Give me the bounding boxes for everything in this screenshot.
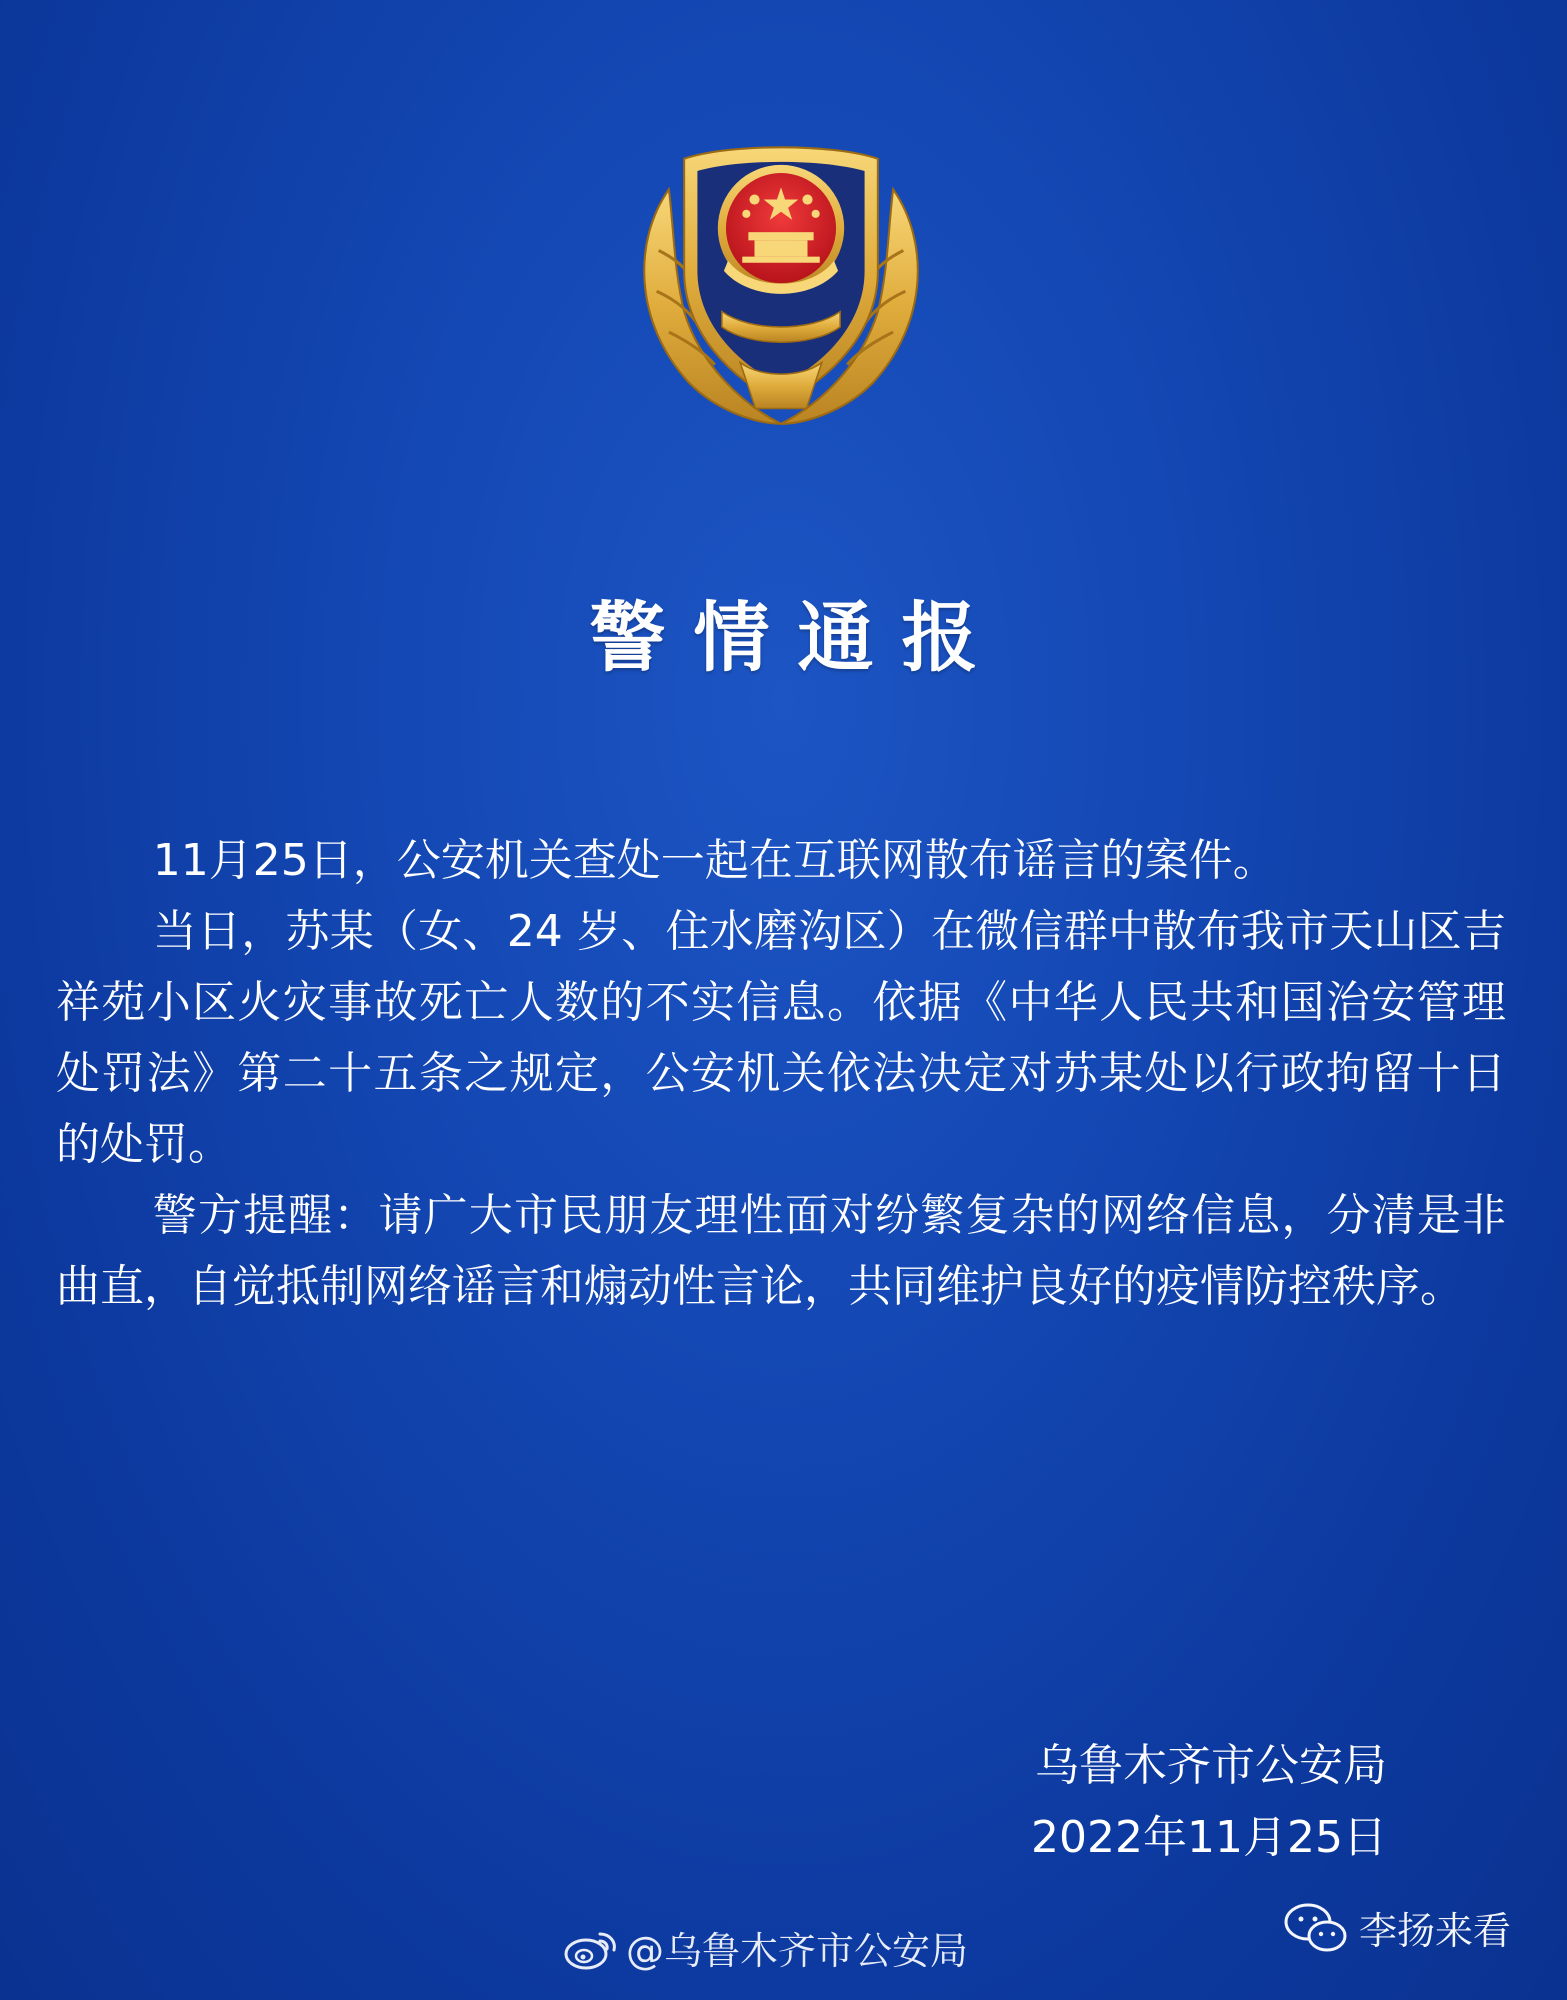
watermark-text: 李扬来看 bbox=[1358, 1909, 1511, 1953]
weibo-credit bbox=[560, 1920, 968, 1975]
wechat-watermark bbox=[1283, 1900, 1511, 1955]
weibo-handle: @乌鲁木齐市公安局 bbox=[626, 1929, 969, 1973]
wechat-icon bbox=[1283, 1902, 1349, 1954]
weibo-icon bbox=[560, 1924, 620, 1972]
paragraph-summary: 11月25日，公安机关查处一起在互联网散布谣言的案件。 bbox=[152, 835, 1277, 886]
notice-body bbox=[56, 825, 1506, 1322]
police-emblem-icon bbox=[628, 118, 934, 434]
signature-block bbox=[1031, 1730, 1387, 1874]
paragraph-reminder: 警方提醒：请广大市民朋友理性面对纷繁复杂的网络信息，分清是非曲直，自觉抵制网络谣言和煽动性言论，共同维护良好的疫情防控秩序。 bbox=[56, 1190, 1506, 1312]
paragraph-details: 当日，苏某（女、24 岁、住水磨沟区）在微信群中散布我市天山区吉祥苑小区火灾事故死亡人数的不实信息。依据《中华人民共和国治安管理处罚法》第二十五条之规定，公安机关依法决定对苏某处以行政拘留十日的处罚。 bbox=[56, 906, 1506, 1170]
notice-title: 警情通报 bbox=[589, 593, 1006, 682]
issue-date: 2022年11月25日 bbox=[1031, 1812, 1387, 1863]
issuer-name: 乌鲁木齐市公安局 bbox=[1035, 1740, 1387, 1791]
